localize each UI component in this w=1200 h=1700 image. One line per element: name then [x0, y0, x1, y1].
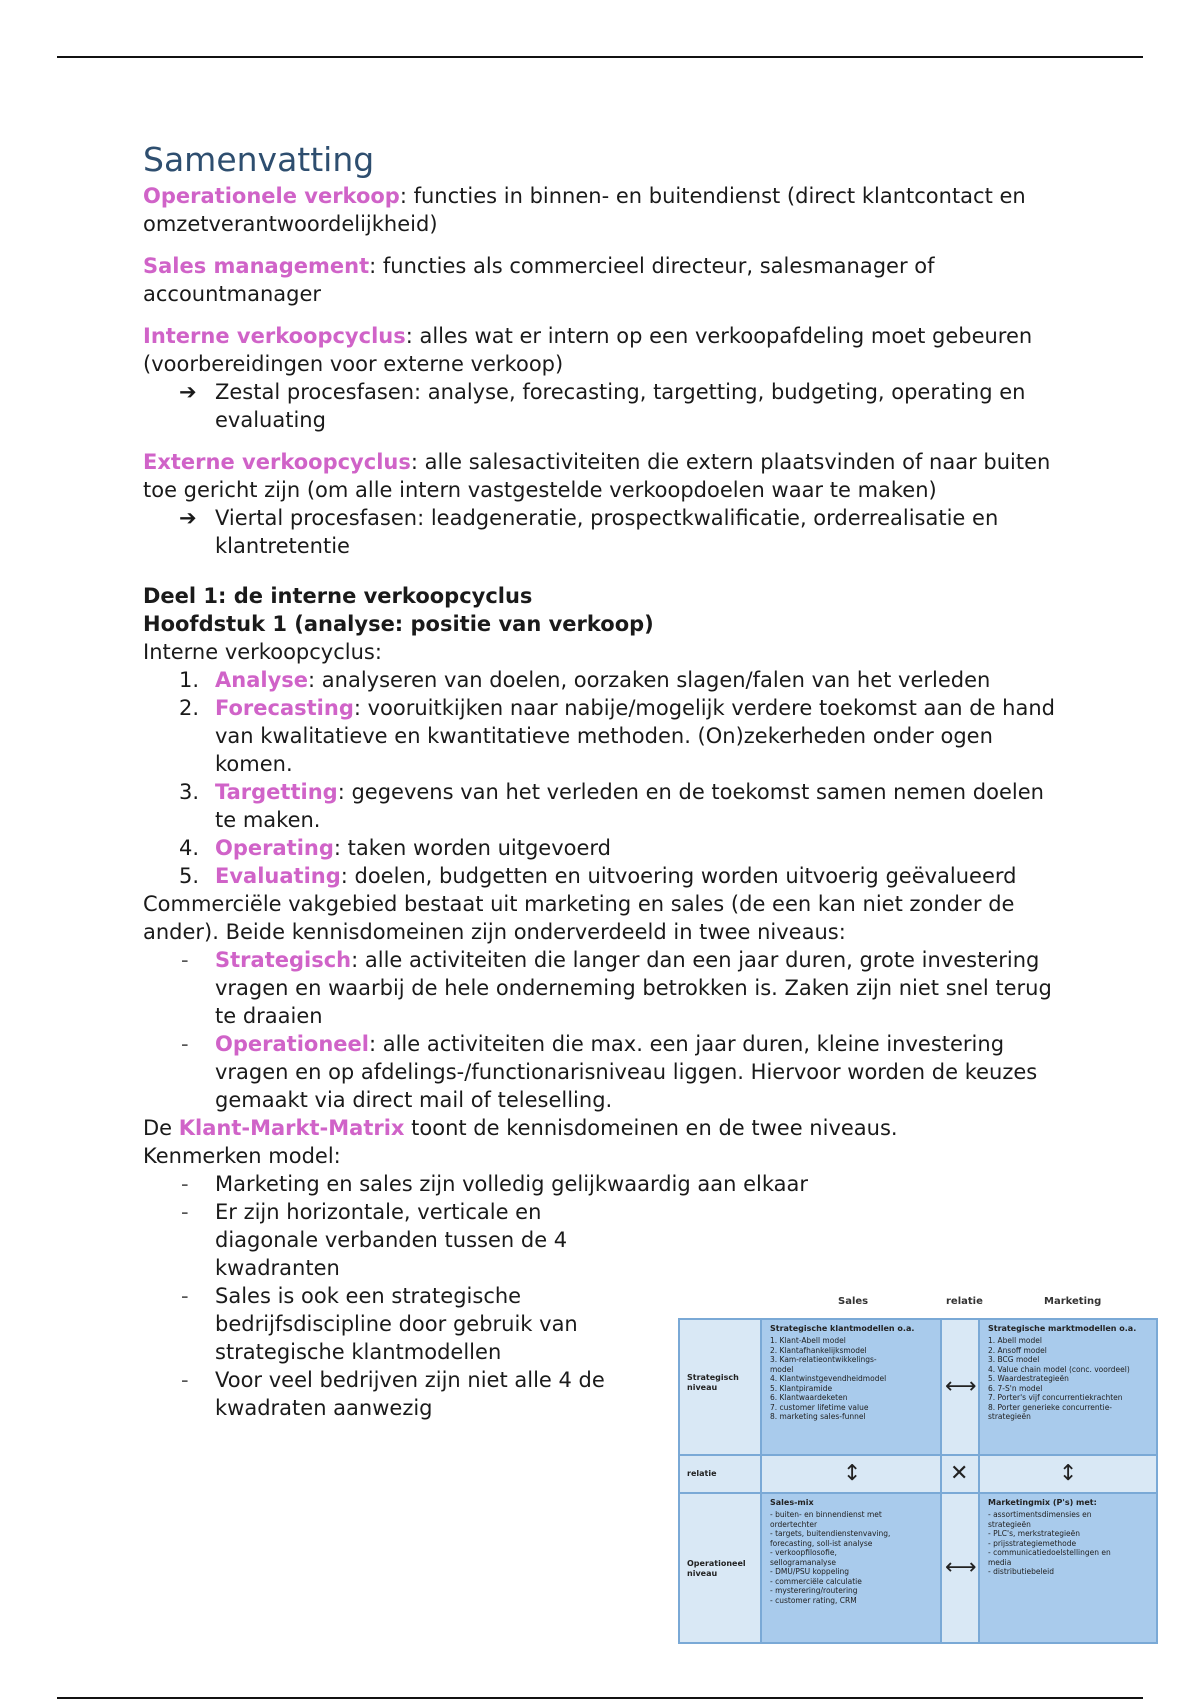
arrow-item: ➔ Zestal procesfasen: analyse, forecasting, targetting, budgeting, operating en evaluating	[179, 380, 1026, 432]
commercial-intro: Commerciële vakgebied bestaat uit marketing en sales (de een kan niet zonder de ander). Beide kennisdomeinen zijn onderverdeeld in twee niveaus:	[143, 892, 1015, 944]
list-item: 3. Targetting: gegevens van het verleden en de toekomst samen nemen doelen te maken.	[179, 780, 1044, 832]
quadrant-sales-operational: Sales-mix - buiten- en binnendienst met ordertechter - targets, buitendienstenvaving, forecasting, soll-ist analyse - verkoopfilosofie, sellogramanalyse - DMU/PSU koppeling - commerciële calculatie - mysterering/routering - customer rating, CRM	[761, 1493, 941, 1643]
document-body	[143, 140, 1063, 1422]
header-rule	[57, 56, 1143, 58]
list-item: 2. Forecasting: vooruitkijken naar nabije/mogelijk verdere toekomst aan de hand van kwalitatieve en kwantitatieve methoden. (On)zekerheden onder ogen komen.	[179, 696, 1055, 776]
quadrant-marketing-strategic: Strategische marktmodellen o.a. 1. Abell model 2. Ansoff model 3. BCG model 4. Value chain model (conc. voordeel) 5. Waardestrategieën 6. 7-S'n model 7. Porter's vijf concurrentiekrachten 8. Porter generieke concurrentie- strategieën	[979, 1319, 1157, 1455]
term: Interne verkoopcyclus	[143, 324, 406, 348]
row-label-relatie: relatie	[687, 1469, 717, 1478]
matrix-grid	[678, 1318, 1158, 1644]
arrow-vertical-icon: ↕	[1059, 1461, 1078, 1486]
column-header-relatie: relatie	[946, 1296, 983, 1307]
arrow-horizontal-icon: ⟷	[945, 1374, 977, 1399]
list-item: 1. Analyse: analyseren van doelen, oorzaken slagen/falen van het verleden	[179, 668, 991, 692]
arrow-item: ➔ Viertal procesfasen: leadgeneratie, prospectkwalificatie, orderrealisatie en klantretentie	[179, 506, 999, 558]
arrow-horizontal-icon: ⟷	[945, 1555, 977, 1580]
definition-external-cycle: Externe verkoopcyclus: alle salesactiviteiten die extern plaatsvinden of naar buiten toe gericht zijn (om alle intern vastgestelde verkoopdoelen waar te maken)	[143, 450, 1051, 502]
cycle-intro: Interne verkoopcyclus:	[143, 640, 382, 664]
part-heading: Deel 1: de interne verkoopcyclus	[143, 584, 533, 608]
arrow-icon: ➔	[179, 380, 197, 404]
row-label-strategic: Strategisch niveau	[687, 1373, 739, 1392]
kmm-sentence: De Klant-Markt-Matrix toont de kennisdomeinen en de twee niveaus.	[143, 1116, 898, 1140]
definition-sales-management: Sales management: functies als commercieel directeur, salesmanager of accountmanager	[143, 254, 935, 306]
arrow-icon: ➔	[179, 506, 197, 530]
cross-icon: ✕	[950, 1461, 969, 1486]
column-header-sales: Sales	[838, 1296, 869, 1307]
row-label-operational: Operationeel niveau	[687, 1559, 746, 1578]
levels-list	[143, 946, 1063, 1114]
footer-rule	[57, 1697, 1143, 1699]
arrow-vertical-icon: ↕	[843, 1461, 862, 1486]
cycle-steps	[143, 666, 1063, 890]
term: Operationele verkoop	[143, 184, 400, 208]
list-item: - Sales is ook een strategische bedrijfsdiscipline door gebruik van strategische klantmodellen	[181, 1284, 578, 1364]
list-item: - Operationeel: alle activiteiten die max. een jaar duren, kleine investering vragen en op afdelings-/functionarisniveau liggen. Hiervoor worden de keuzes gemaakt via direct mail of teleselling.	[181, 1032, 1038, 1112]
features-intro: Kenmerken model:	[143, 1144, 341, 1168]
list-item: - Voor veel bedrijven zijn niet alle 4 de kwadraten aanwezig	[181, 1368, 605, 1420]
quadrant-sales-strategic: Strategische klantmodellen o.a. 1. Klant-Abell model 2. Klantafhankelijksmodel 3. Kam-relatieontwikkelings- model 4. Klantwinstgevendheidmodel 5. Klantpiramide 6. Klantwaardeketen 7. customer lifetime value 8. marketing sales-funnel	[761, 1319, 941, 1455]
list-item: - Strategisch: alle activiteiten die langer dan een jaar duren, grote investering vragen en waarbij de hele onderneming betrokken is. Zaken zijn niet snel terug te draaien	[181, 948, 1052, 1028]
chapter-heading: Hoofdstuk 1 (analyse: positie van verkoop)	[143, 612, 654, 636]
definition-operational: Operationele verkoop: functies in binnen- en buitendienst (direct klantcontact en omzetverantwoordelijkheid)	[143, 184, 1026, 236]
list-item: 4. Operating: taken worden uitgevoerd	[179, 836, 611, 860]
quadrant-marketing-operational: Marketingmix (P's) met: - assortimentsdimensies en strategieën - PLC's, merkstrategieën - prijsstrategiemethode - communicatiedoelstellingen en media - distributiebeleid	[979, 1493, 1157, 1643]
klant-markt-matrix-figure	[678, 1296, 1156, 1642]
page-title: Samenvatting	[143, 140, 375, 179]
list-item: - Er zijn horizontale, verticale en diagonale verbanden tussen de 4 kwadranten	[181, 1200, 568, 1280]
definition-internal-cycle: Interne verkoopcyclus: alles wat er intern op een verkoopafdeling moet gebeuren (voorbereidingen voor externe verkoop)	[143, 324, 1033, 376]
term: Externe verkoopcyclus	[143, 450, 411, 474]
term: Sales management	[143, 254, 370, 278]
list-item: - Marketing en sales zijn volledig gelijkwaardig aan elkaar	[181, 1172, 809, 1196]
column-header-marketing: Marketing	[1044, 1296, 1102, 1307]
list-item: 5. Evaluating: doelen, budgetten en uitvoering worden uitvoerig geëvalueerd	[179, 864, 1017, 888]
